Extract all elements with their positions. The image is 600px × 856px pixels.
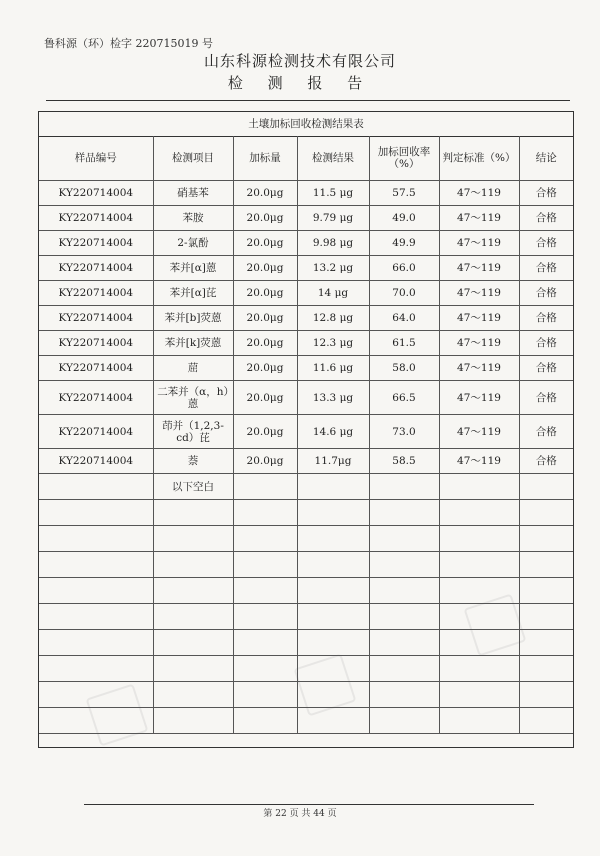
table-row: [39, 415, 573, 449]
empty-cell: [39, 526, 153, 552]
standard-cell: 47～119: [439, 449, 519, 474]
empty-cell: [297, 604, 369, 630]
empty-row: [39, 578, 573, 604]
column-header: 加标回收率（%）: [369, 136, 439, 181]
table-header-row: [39, 136, 573, 181]
empty-cell: [297, 708, 369, 734]
test-item-cell: 2-氯酚: [153, 231, 233, 256]
empty-cell: [439, 604, 519, 630]
standard-cell: 47～119: [439, 381, 519, 415]
test-item-cell: 苯并[b]荧蒽: [153, 306, 233, 331]
empty-cell: [39, 656, 153, 682]
empty-row: [39, 500, 573, 526]
empty-cell: [519, 500, 573, 526]
table-row: [39, 256, 573, 281]
empty-cell: [519, 604, 573, 630]
spike-amount-cell: 20.0μg: [233, 306, 297, 331]
result-cell: 14 μg: [297, 281, 369, 306]
empty-cell: [519, 630, 573, 656]
empty-cell: [153, 578, 233, 604]
test-item-cell: 二苯并（α，h）蒽: [153, 381, 233, 415]
column-header: 加标量: [233, 136, 297, 181]
empty-cell: [153, 656, 233, 682]
test-item-cell: 萘: [153, 449, 233, 474]
standard-cell: 47～119: [439, 415, 519, 449]
header-rule: [46, 100, 570, 101]
test-item-cell: 茚并（1,2,3-cd）芘: [153, 415, 233, 449]
empty-cell: [39, 682, 153, 708]
empty-cell: [39, 578, 153, 604]
empty-cell: [233, 682, 297, 708]
spike-amount-cell: 20.0μg: [233, 181, 297, 206]
empty-row: [39, 526, 573, 552]
empty-cell: [297, 526, 369, 552]
result-cell: 13.3 μg: [297, 381, 369, 415]
empty-cell: [153, 708, 233, 734]
empty-cell: [297, 500, 369, 526]
empty-cell: [233, 474, 297, 500]
empty-cell: [519, 578, 573, 604]
test-item-cell: 苯并[α]蒽: [153, 256, 233, 281]
empty-cell: [153, 604, 233, 630]
empty-cell: [439, 630, 519, 656]
spike-amount-cell: 20.0μg: [233, 381, 297, 415]
recovery-rate-cell: 49.9: [369, 231, 439, 256]
empty-cell: [297, 578, 369, 604]
empty-cell: [153, 630, 233, 656]
report-code: 鲁科源（环）检字 220715019 号: [44, 37, 213, 50]
conclusion-cell: 合格: [519, 231, 573, 256]
empty-cell: [39, 630, 153, 656]
standard-cell: 47～119: [439, 356, 519, 381]
empty-cell: [153, 682, 233, 708]
recovery-rate-cell: 58.0: [369, 356, 439, 381]
empty-cell: [439, 500, 519, 526]
empty-cell: [369, 656, 439, 682]
company-name: 山东科源检测技术有限公司: [203, 52, 396, 70]
results-table: [39, 136, 573, 734]
empty-row: [39, 604, 573, 630]
empty-cell: [233, 500, 297, 526]
standard-cell: 47～119: [439, 331, 519, 356]
recovery-rate-cell: 70.0: [369, 281, 439, 306]
sample-id-cell: KY220714004: [39, 231, 153, 256]
recovery-rate-cell: 61.5: [369, 331, 439, 356]
empty-cell: [297, 656, 369, 682]
conclusion-cell: 合格: [519, 331, 573, 356]
result-cell: 13.2 μg: [297, 256, 369, 281]
result-cell: 11.6 μg: [297, 356, 369, 381]
table-row: [39, 281, 573, 306]
result-cell: 12.8 μg: [297, 306, 369, 331]
empty-cell: [519, 526, 573, 552]
empty-cell: [39, 708, 153, 734]
empty-cell: [297, 552, 369, 578]
empty-row: [39, 708, 573, 734]
table-row: [39, 449, 573, 474]
test-item-cell: 䓛: [153, 356, 233, 381]
empty-cell: [439, 708, 519, 734]
recovery-rate-cell: 58.5: [369, 449, 439, 474]
conclusion-cell: 合格: [519, 256, 573, 281]
empty-row: [39, 682, 573, 708]
empty-cell: [297, 682, 369, 708]
empty-cell: [519, 552, 573, 578]
empty-cell: [369, 500, 439, 526]
result-cell: 11.7μg: [297, 449, 369, 474]
column-header: 检测项目: [153, 136, 233, 181]
empty-cell: [369, 578, 439, 604]
empty-cell: [39, 500, 153, 526]
empty-cell: [153, 552, 233, 578]
result-cell: 11.5 μg: [297, 181, 369, 206]
empty-row: [39, 552, 573, 578]
result-cell: 14.6 μg: [297, 415, 369, 449]
empty-cell: [369, 708, 439, 734]
result-cell: 9.79 μg: [297, 206, 369, 231]
empty-cell: [233, 630, 297, 656]
result-cell: 12.3 μg: [297, 331, 369, 356]
empty-cell: [233, 656, 297, 682]
standard-cell: 47～119: [439, 281, 519, 306]
recovery-rate-cell: 66.5: [369, 381, 439, 415]
empty-cell: [297, 630, 369, 656]
table-title: 土壤加标回收检测结果表: [39, 112, 573, 137]
conclusion-cell: 合格: [519, 181, 573, 206]
recovery-rate-cell: 57.5: [369, 181, 439, 206]
standard-cell: 47～119: [439, 306, 519, 331]
recovery-rate-cell: 66.0: [369, 256, 439, 281]
empty-cell: [439, 526, 519, 552]
results-table-frame: [38, 111, 574, 748]
empty-row: [39, 630, 573, 656]
conclusion-cell: 合格: [519, 381, 573, 415]
empty-cell: [369, 682, 439, 708]
empty-cell: [369, 630, 439, 656]
conclusion-cell: 合格: [519, 206, 573, 231]
empty-cell: [153, 500, 233, 526]
empty-cell: [439, 682, 519, 708]
standard-cell: 47～119: [439, 206, 519, 231]
empty-cell: [439, 578, 519, 604]
sample-id-cell: KY220714004: [39, 415, 153, 449]
empty-cell: [369, 526, 439, 552]
table-row: [39, 306, 573, 331]
column-header: 结论: [519, 136, 573, 181]
empty-cell: [233, 552, 297, 578]
empty-cell: [369, 474, 439, 500]
blank-note: 以下空白: [153, 474, 233, 500]
result-cell: 9.98 μg: [297, 231, 369, 256]
table-row: [39, 181, 573, 206]
sample-id-cell: KY220714004: [39, 306, 153, 331]
standard-cell: 47～119: [439, 256, 519, 281]
sample-id-cell: KY220714004: [39, 181, 153, 206]
recovery-rate-cell: 64.0: [369, 306, 439, 331]
page-number: 第 22 页 共 44 页: [263, 809, 337, 819]
test-item-cell: 苯胺: [153, 206, 233, 231]
spike-amount-cell: 20.0μg: [233, 331, 297, 356]
column-header: 样品编号: [39, 136, 153, 181]
spike-amount-cell: 20.0μg: [233, 449, 297, 474]
conclusion-cell: 合格: [519, 281, 573, 306]
recovery-rate-cell: 49.0: [369, 206, 439, 231]
spike-amount-cell: 20.0μg: [233, 206, 297, 231]
spike-amount-cell: 20.0μg: [233, 356, 297, 381]
empty-cell: [519, 682, 573, 708]
table-row: [39, 356, 573, 381]
empty-cell: [369, 552, 439, 578]
empty-cell: [519, 708, 573, 734]
sample-id-cell: KY220714004: [39, 281, 153, 306]
conclusion-cell: 合格: [519, 449, 573, 474]
column-header: 判定标准（%）: [439, 136, 519, 181]
table-row: [39, 381, 573, 415]
empty-cell: [519, 474, 573, 500]
sample-id-cell: KY220714004: [39, 256, 153, 281]
empty-cell: [297, 474, 369, 500]
empty-cell: [233, 604, 297, 630]
spike-amount-cell: 20.0μg: [233, 231, 297, 256]
test-item-cell: 硝基苯: [153, 181, 233, 206]
sample-id-cell: KY220714004: [39, 356, 153, 381]
empty-row: [39, 656, 573, 682]
sample-id-cell: KY220714004: [39, 381, 153, 415]
empty-cell: [233, 578, 297, 604]
empty-cell: [39, 604, 153, 630]
conclusion-cell: 合格: [519, 306, 573, 331]
test-item-cell: 苯并[k]荧蒽: [153, 331, 233, 356]
table-row: [39, 206, 573, 231]
empty-cell: [519, 656, 573, 682]
empty-cell: [39, 552, 153, 578]
conclusion-cell: 合格: [519, 415, 573, 449]
blank-note-row: [39, 474, 573, 500]
standard-cell: 47～119: [439, 231, 519, 256]
sample-id-cell: KY220714004: [39, 449, 153, 474]
empty-cell: [439, 656, 519, 682]
report-title: 检 测 报 告: [227, 74, 373, 92]
conclusion-cell: 合格: [519, 356, 573, 381]
column-header: 检测结果: [297, 136, 369, 181]
sample-id-cell: KY220714004: [39, 206, 153, 231]
spike-amount-cell: 20.0μg: [233, 415, 297, 449]
empty-cell: [439, 552, 519, 578]
table-row: [39, 331, 573, 356]
test-item-cell: 苯并[α]芘: [153, 281, 233, 306]
standard-cell: 47～119: [439, 181, 519, 206]
empty-cell: [439, 474, 519, 500]
sample-id-cell: KY220714004: [39, 331, 153, 356]
empty-cell: [39, 474, 153, 500]
recovery-rate-cell: 73.0: [369, 415, 439, 449]
empty-cell: [153, 526, 233, 552]
spike-amount-cell: 20.0μg: [233, 281, 297, 306]
footer-rule: [84, 804, 534, 805]
empty-cell: [369, 604, 439, 630]
table-row: [39, 231, 573, 256]
spike-amount-cell: 20.0μg: [233, 256, 297, 281]
empty-cell: [233, 708, 297, 734]
empty-cell: [233, 526, 297, 552]
